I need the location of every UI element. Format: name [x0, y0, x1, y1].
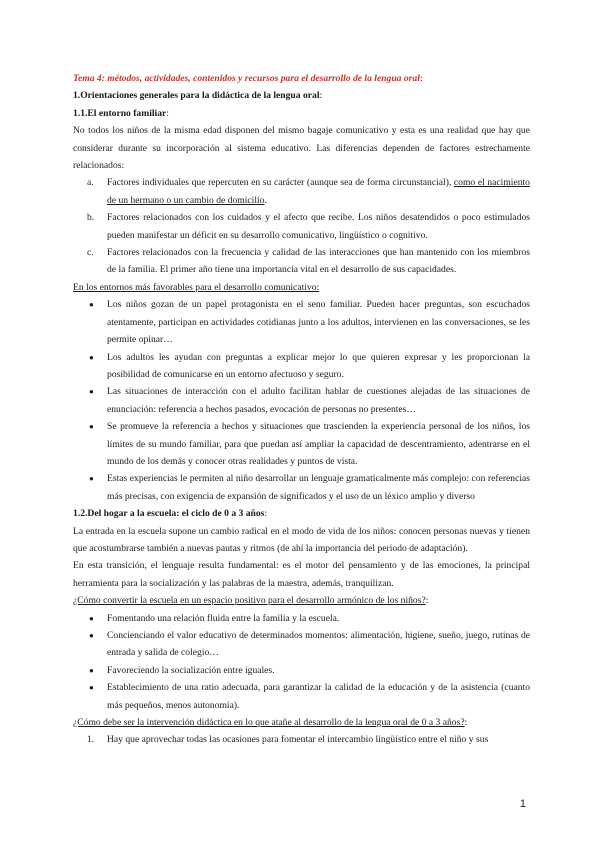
bullet-icon: ●	[89, 631, 94, 640]
list-item: c. Factores relacionados con la frecuencia y calidad de las interacciones que han mantenido con los miembros de la familia. El primer año tiene una importancia vital en el desarrollo de sus capacidades.	[87, 247, 530, 276]
question-2: ¿Cómo debe ser la intervención didáctica en lo que atañe al desarrollo de la lengua oral de 0 a 3 años?:	[73, 717, 468, 729]
bullet-icon: ●	[89, 387, 94, 397]
section-1-2-heading: 1.2.Del hogar a la escuela: el ciclo de 0 a 3 años:	[73, 508, 268, 520]
bullet-icon: ●	[89, 665, 94, 675]
bullet-icon: ●	[89, 352, 94, 362]
intro-paragraph: No todos los niños de la misma edad disponen del mismo bagaje comunicativo y esta es una realidad que hay que considerar durante su incorporación al sistema educativo. Las diferencias dependen de factores estrechamente relacionados:	[73, 125, 530, 172]
bullet-icon: ●	[89, 422, 94, 432]
school-list	[73, 610, 530, 714]
school-entry-paragraph: La entrada en la escuela supone un cambio radical en el modo de vida de los niños: conocen personas nuevas y tienen que acostumbrarse también a nuevas pautas y ritmos (de ahí la importancia del periodo de adaptación).	[73, 525, 530, 554]
page-title: Tema 4: métodos, actividades, contenidos y recursos para el desarrollo de la lengua oral:	[73, 73, 423, 84]
document-page	[73, 70, 530, 749]
list-item: ● Favoreciendo la socialización entre iguales.	[73, 662, 530, 679]
list-item: ● Concienciando el valor educativo de determinados momentos: alimentación, higiene, sueño, juego, rutinas de entrada y salida de colegio…	[73, 627, 530, 662]
transition-paragraph: En esta transición, el lenguaje resulta fundamental: es el motor del pensamiento y de las emociones, la principal herramienta para la socialización y las palabras de la maestra, además, tranquilizan.	[73, 560, 530, 589]
question-1: ¿Cómo convertir la escuela en un espacio positivo para el desarrollo armónico de los niños?:	[73, 595, 429, 607]
bullet-icon: ●	[89, 683, 94, 693]
section-1-1-heading: 1.1.El entorno familiar:	[73, 107, 169, 119]
factors-list	[73, 174, 530, 278]
list-item: ● Estas experiencias le permiten al niño desarrollar un lenguaje gramaticalmente más complejo: con referencias más precisas, con exigencia de expansión de significados y el uso de un léxico amplio y diverso	[73, 470, 530, 505]
intervention-list	[73, 731, 530, 748]
bullet-icon: ●	[89, 613, 94, 623]
list-item: ● Los adultos les ayudan con preguntas a explicar mejor lo que quieren expresar y les proporcionan la posibilidad de comunicarse en un entorno afectuoso y seguro.	[73, 349, 530, 384]
list-item: ● Los niños gozan de un papel protagonista en el seno familiar. Pueden hacer preguntas, son escuchados atentamente, participan en actividades cotidianas junto a los adultos, intervienen en las conversaciones, se les permite opinar…	[73, 296, 530, 348]
favorable-heading: En los entornos más favorables para el desarrollo comunicativo:	[73, 281, 320, 293]
section-1-heading: 1.Orientaciones generales para la didáctica de la lengua oral:	[73, 90, 323, 102]
list-item: ● Fomentando una relación fluida entre la familia y la escuela.	[73, 610, 530, 627]
favorable-list	[73, 296, 530, 505]
list-item: 1. Hay que aprovechar todas las ocasiones para fomentar el intercambio lingüístico entre el niño y sus	[87, 734, 489, 746]
bullet-icon: ●	[89, 300, 94, 310]
list-item: ● Se promueve la referencia a hechos y situaciones que trascienden la experiencia personal de los niños, los límites de su mundo familiar, para que puedan así ampliar la capacidad de descentramiento, adentrarse en el mundo de los demás y conocer otras realidades y puntos de vista.	[73, 418, 530, 470]
list-item: ● Las situaciones de interacción con el adulto facilitan hablar de cuestiones alejadas de las situaciones de enunciación: referencia a hechos pasados, evocación de personas no presentes…	[73, 383, 530, 418]
page-number: 1	[519, 798, 526, 810]
list-item: b. Factores relacionados con los cuidados y el afecto que recibe. Los niños desatendidos o poco estimulados pueden manifestar un déficit en su desarrollo comunicativo, lingüístico o cognitivo.	[87, 212, 530, 241]
bullet-icon: ●	[89, 474, 94, 484]
list-item: ● Establecimiento de una ratio adecuada, para garantizar la calidad de la educación y de la asistencia (cuanto más pequeños, menos autonomía).	[73, 679, 530, 714]
list-item: a. Factores individuales que repercuten en su carácter (aunque sea de forma circunstancial), como el nacimiento de un hermano o un cambio de domicilio.	[87, 177, 530, 206]
